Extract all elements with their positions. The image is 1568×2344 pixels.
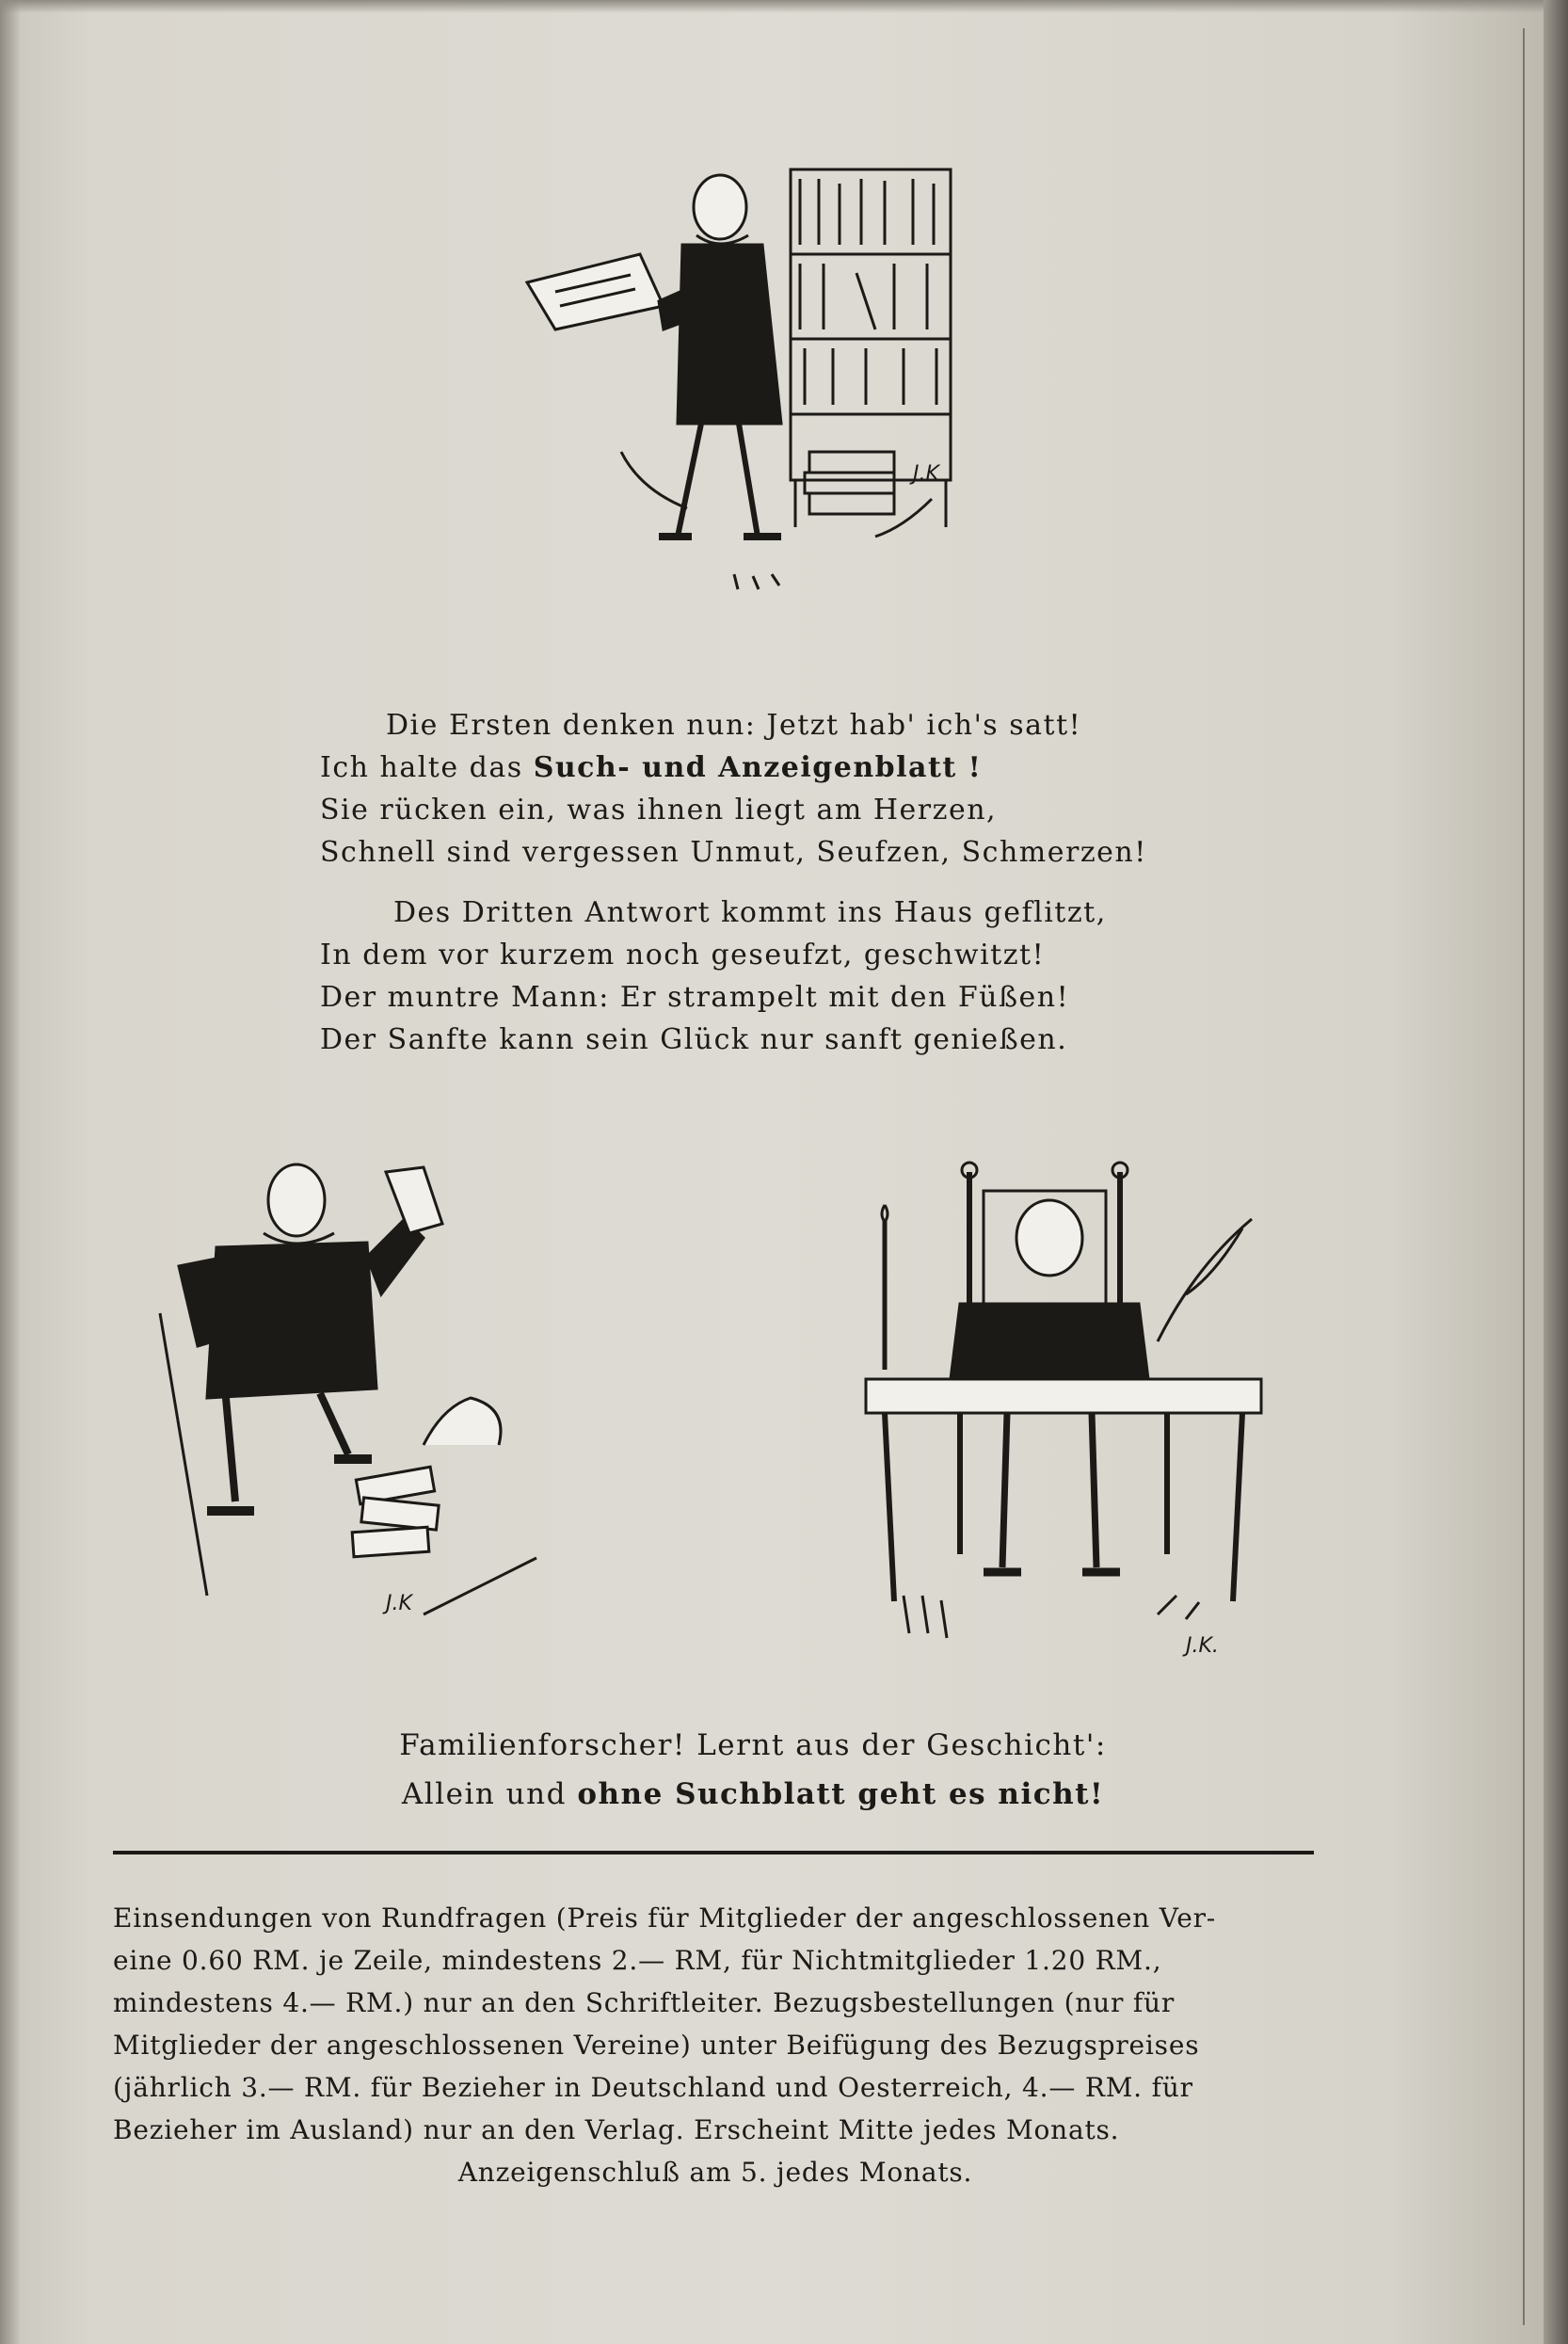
verse-line: Der Sanfte kann sein Glück nur sanft genießen. (320, 1023, 1068, 1056)
verse-line: Der muntre Mann: Er strampelt mit den Füßen! (320, 981, 1070, 1014)
verse-line: In dem vor kurzem noch geseufzt, geschwitzt! (320, 939, 1046, 971)
page-shadow-right (1544, 0, 1568, 2344)
page-top-edge (0, 0, 1544, 13)
notice-line: (jährlich 3.— RM. für Bezieher in Deutschland und Oesterreich, 4.— RM. für (113, 2072, 1193, 2103)
notice-line: eine 0.60 RM. je Zeile, mindestens 2.— RM, für Nichtmitglieder 1.20 RM., (113, 1945, 1162, 1976)
verse-line-prefix: Ich halte das (320, 751, 534, 784)
notice-line: Bezieher im Ausland) nur an den Verlag. Erscheint Mitte jedes Monats. (113, 2114, 1120, 2145)
verse-second-stanza (320, 891, 1167, 1061)
motto-line-2-prefix: Allein und (401, 1777, 578, 1811)
illustration-seated-man-desk (847, 1153, 1299, 1662)
verse-first-stanza (320, 704, 1167, 874)
notice-line: Einsendungen von Rundfragen (Preis für Mitglieder der angeschlossenen Ver- (113, 1902, 1217, 1934)
verse-line: Schnell sind vergessen Unmut, Seufzen, Schmerzen! (320, 836, 1147, 869)
spine-line (1523, 28, 1525, 2325)
notice-line: Mitglieder der angeschlossenen Vereine) unter Beifügung des Bezugspreises (113, 2030, 1200, 2061)
signature-top: J.K (913, 462, 939, 486)
verse-line (320, 747, 1167, 789)
illustration-reader-bookshelf (499, 141, 988, 631)
motto-line-2-emphasis: ohne Suchblatt geht es nicht! (577, 1777, 1105, 1811)
signature-left: J.K (386, 1592, 412, 1615)
verse-line: Des Dritten Antwort kommt ins Haus geflitzt, (393, 896, 1107, 929)
page-shadow-left (0, 0, 21, 2344)
verse-line-emphasis: Such- und Anzeigenblatt ! (533, 751, 983, 784)
subscription-notice (113, 1897, 1318, 2193)
motto-line-1: Familienforscher! Lernt aus der Geschicht': (399, 1728, 1107, 1762)
verse-line: Die Ersten denken nun: Jetzt hab' ich's satt! (386, 709, 1082, 742)
motto-line-2 (282, 1770, 1224, 1819)
notice-line: mindestens 4.— RM.) nur an den Schriftleiter. Bezugsbestellungen (nur für (113, 1987, 1176, 2018)
motto (282, 1721, 1224, 1819)
verse-line: Sie rücken ein, was ihnen liegt am Herzen, (320, 794, 998, 827)
notice-line: Anzeigenschluß am 5. jedes Monats. (457, 2157, 973, 2188)
illustration-stamping-man (141, 1144, 584, 1633)
horizontal-rule (113, 1851, 1314, 1854)
signature-right: J.K. (1186, 1634, 1219, 1658)
